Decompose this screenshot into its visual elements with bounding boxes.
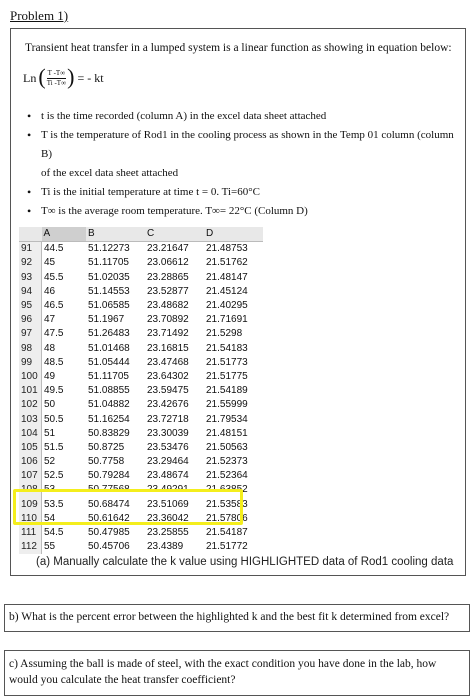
- row-number: 97: [19, 327, 42, 341]
- cell-c[interactable]: 23.42676: [147, 399, 189, 411]
- equation: Ln ( $\frac{T -T\infty}{Ti -T\infty}$ ) = - kt: [23, 64, 104, 89]
- cell-d[interactable]: 21.51773: [206, 356, 248, 368]
- cell-b[interactable]: 50.83829: [88, 427, 130, 439]
- cell-c[interactable]: 23.4389: [147, 541, 184, 553]
- cell-a[interactable]: 49: [44, 370, 56, 382]
- table-row: [19, 540, 263, 554]
- cell-c[interactable]: 23.30039: [147, 427, 189, 439]
- bullet-dot-icon: •: [27, 185, 32, 199]
- table-row: [19, 299, 263, 313]
- cell-c[interactable]: 23.48674: [147, 470, 189, 482]
- table-row: [19, 342, 263, 356]
- cell-c[interactable]: 23.48682: [147, 300, 189, 312]
- cell-b[interactable]: 50.61642: [88, 512, 130, 524]
- table-row: [19, 427, 263, 441]
- table-row: [19, 256, 263, 270]
- cell-c[interactable]: 23.71492: [147, 328, 189, 340]
- question-a: (a) Manually calculate the k value using HIGHLIGHTED data of Rod1 cooling data: [36, 556, 454, 568]
- cell-b[interactable]: 51.08855: [88, 385, 130, 397]
- cell-b[interactable]: 51.04882: [88, 399, 130, 411]
- cell-c[interactable]: 23.72718: [147, 413, 189, 425]
- cell-b[interactable]: 51.11705: [88, 257, 129, 269]
- cell-d[interactable]: 21.5298: [206, 328, 243, 340]
- cell-d[interactable]: 21.45124: [206, 285, 248, 297]
- cell-b[interactable]: 51.1967: [88, 314, 125, 326]
- row-number: 107: [19, 469, 42, 483]
- cell-d[interactable]: 21.51762: [206, 257, 248, 269]
- cell-c[interactable]: 23.36042: [147, 512, 189, 524]
- cell-a[interactable]: 52.5: [44, 470, 64, 482]
- cell-a[interactable]: 50.5: [44, 413, 64, 425]
- cell-d[interactable]: 21.71691: [206, 314, 248, 326]
- row-number: 105: [19, 441, 42, 455]
- bullet-dot-icon: •: [27, 204, 32, 218]
- cell-b[interactable]: 51.02035: [88, 271, 130, 283]
- column-header-d[interactable]: D: [204, 227, 263, 242]
- row-number: 96: [19, 313, 42, 327]
- cell-d[interactable]: 21.57806: [206, 512, 248, 524]
- table-row: [19, 455, 263, 469]
- cell-a[interactable]: 44.5: [44, 243, 64, 255]
- table-row: [19, 242, 263, 257]
- row-number: 95: [19, 299, 42, 313]
- equation-numerator: T -T∞: [47, 68, 66, 77]
- cell-b[interactable]: 51.05444: [88, 356, 130, 368]
- cell-a[interactable]: 54: [44, 512, 56, 524]
- cell-a[interactable]: 55: [44, 541, 56, 553]
- bullet-item: • T∞ is the average room temperature. T∞= 22°C (Column D): [27, 202, 463, 221]
- equation-rhs: = - kt: [77, 70, 104, 85]
- table-row: [19, 313, 263, 327]
- cell-b[interactable]: 50.45706: [88, 541, 130, 553]
- table-row: [19, 441, 263, 455]
- cell-d[interactable]: 21.48147: [206, 271, 248, 283]
- cell-d[interactable]: 21.50563: [206, 441, 248, 453]
- cell-a[interactable]: 52: [44, 456, 56, 468]
- row-number: 101: [19, 384, 42, 398]
- bullet-list: [27, 107, 463, 221]
- row-number: 94: [19, 285, 42, 299]
- cell-b[interactable]: 50.7758: [88, 456, 125, 468]
- cell-a[interactable]: 46: [44, 285, 56, 297]
- cell-c[interactable]: 23.47468: [147, 356, 189, 368]
- table-row: [19, 384, 263, 398]
- cell-c[interactable]: 23.51069: [147, 498, 189, 510]
- cell-d[interactable]: 21.53583: [206, 498, 248, 510]
- cell-a[interactable]: 50: [44, 399, 56, 411]
- row-number: 102: [19, 398, 42, 412]
- problem-title: Problem 1): [10, 8, 69, 23]
- cell-b[interactable]: 51.01468: [88, 342, 130, 354]
- bullet-item: • t is the time recorded (column A) in the excel data sheet attached: [27, 107, 463, 126]
- cell-a[interactable]: 51: [44, 427, 56, 439]
- row-number: 100: [19, 370, 42, 384]
- row-number: 109: [19, 498, 42, 512]
- row-number: 112: [19, 540, 42, 554]
- cell-b[interactable]: 50.8725: [88, 441, 125, 453]
- cell-a[interactable]: 45: [44, 257, 56, 269]
- table-row: [19, 271, 263, 285]
- equation-denominator: Ti -T∞: [46, 78, 67, 87]
- row-number: 98: [19, 342, 42, 356]
- cell-d[interactable]: 21.52373: [206, 456, 248, 468]
- cell-a[interactable]: 49.5: [44, 385, 64, 397]
- cell-d[interactable]: 21.48753: [206, 243, 248, 255]
- bullet-continuation: of the excel data sheet attached: [41, 167, 179, 179]
- cell-a[interactable]: 46.5: [44, 300, 64, 312]
- table-row: [19, 526, 263, 540]
- row-number: 106: [19, 455, 42, 469]
- question-c: c) Assuming the ball is made of steel, with the exact condition you have done in the lab, how would you calculate the heat transfer coefficient?: [4, 650, 470, 696]
- cell-c[interactable]: 23.59475: [147, 385, 189, 397]
- table-row: [19, 412, 263, 426]
- row-number: 99: [19, 356, 42, 370]
- problem-box: [10, 28, 466, 576]
- cell-b[interactable]: 50.47985: [88, 527, 130, 539]
- cell-a[interactable]: 45.5: [44, 271, 64, 283]
- cell-d[interactable]: 21.40295: [206, 300, 248, 312]
- cell-d[interactable]: 21.48151: [206, 427, 248, 439]
- table-row: [19, 285, 263, 299]
- row-number: 104: [19, 427, 42, 441]
- bullet-dot-icon: •: [27, 109, 32, 123]
- row-number: 111: [19, 526, 42, 540]
- row-number: 110: [19, 512, 42, 526]
- cell-c[interactable]: 23.06612: [147, 257, 189, 269]
- cell-a[interactable]: 48: [44, 342, 56, 354]
- cell-c[interactable]: 23.29464: [147, 456, 189, 468]
- table-row: [19, 469, 263, 483]
- table-row: [19, 356, 263, 370]
- cell-a[interactable]: 54.5: [44, 527, 64, 539]
- cell-d[interactable]: 21.54189: [206, 385, 248, 397]
- cell-b[interactable]: 51.14553: [88, 285, 130, 297]
- cell-c[interactable]: 23.52877: [147, 285, 189, 297]
- cell-c[interactable]: 23.64302: [147, 370, 189, 382]
- cell-a[interactable]: 47: [44, 314, 56, 326]
- cell-d[interactable]: 21.51772: [206, 541, 248, 553]
- cell-c[interactable]: 23.21647: [147, 243, 189, 255]
- cell-c[interactable]: 23.16815: [147, 342, 189, 354]
- cell-a[interactable]: 53: [44, 484, 56, 496]
- cell-d[interactable]: 21.55999: [206, 399, 248, 411]
- cell-b[interactable]: 50.68474: [88, 498, 130, 510]
- cell-b[interactable]: 51.16254: [88, 413, 130, 425]
- cell-b[interactable]: 50.79284: [88, 470, 130, 482]
- column-header-a[interactable]: A: [42, 227, 87, 242]
- equation-ln: Ln: [23, 70, 37, 85]
- highlight-box: [13, 489, 243, 525]
- sheet-corner: [19, 227, 42, 242]
- cell-a[interactable]: 47.5: [44, 328, 64, 340]
- table-row: [19, 327, 263, 341]
- cell-c[interactable]: 23.49291: [147, 484, 189, 496]
- row-number: 92: [19, 256, 42, 270]
- cell-b[interactable]: 51.12273: [88, 243, 130, 255]
- equation-fraction: [47, 69, 67, 88]
- sheet-header-row: [19, 227, 263, 242]
- cell-a[interactable]: 48.5: [44, 356, 64, 368]
- cell-d[interactable]: 21.54187: [206, 527, 248, 539]
- cell-b[interactable]: 51.26483: [88, 328, 130, 340]
- cell-d[interactable]: 21.79534: [206, 413, 248, 425]
- row-number: 103: [19, 412, 42, 426]
- table-row: [19, 398, 263, 412]
- cell-d[interactable]: 21.54183: [206, 342, 248, 354]
- bullet-item: • Ti is the initial temperature at time t = 0. Ti=60°C: [27, 183, 463, 202]
- cell-b[interactable]: 50.77568: [88, 484, 130, 496]
- question-b: b) What is the percent error between the highlighted k and the best fit k determined from excel?: [4, 604, 470, 632]
- intro-text: Transient heat transfer in a lumped system is a linear function as showing in equation below:: [25, 42, 452, 54]
- cell-b[interactable]: 51.06585: [88, 300, 130, 312]
- table-row: [19, 370, 263, 384]
- bullet-dot-icon: •: [27, 128, 32, 142]
- cell-c[interactable]: 23.28865: [147, 271, 189, 283]
- cell-b[interactable]: 51.11705: [88, 370, 129, 382]
- cell-d[interactable]: 21.51775: [206, 370, 248, 382]
- column-header-b[interactable]: B: [86, 227, 145, 242]
- bullet-item: • T is the temperature of Rod1 in the cooling process as shown in the Temp 01 column (column B): [27, 126, 463, 164]
- cell-a[interactable]: 51.5: [44, 441, 64, 453]
- column-header-c[interactable]: C: [145, 227, 204, 242]
- cell-c[interactable]: 23.25855: [147, 527, 189, 539]
- cell-d[interactable]: 21.63852: [206, 484, 248, 496]
- cell-c[interactable]: 23.53476: [147, 441, 189, 453]
- row-number: 108: [19, 483, 42, 497]
- cell-d[interactable]: 21.52364: [206, 470, 248, 482]
- row-number: 93: [19, 271, 42, 285]
- row-number: 91: [19, 242, 42, 257]
- cell-c[interactable]: 23.70892: [147, 314, 189, 326]
- cell-a[interactable]: 53.5: [44, 498, 64, 510]
